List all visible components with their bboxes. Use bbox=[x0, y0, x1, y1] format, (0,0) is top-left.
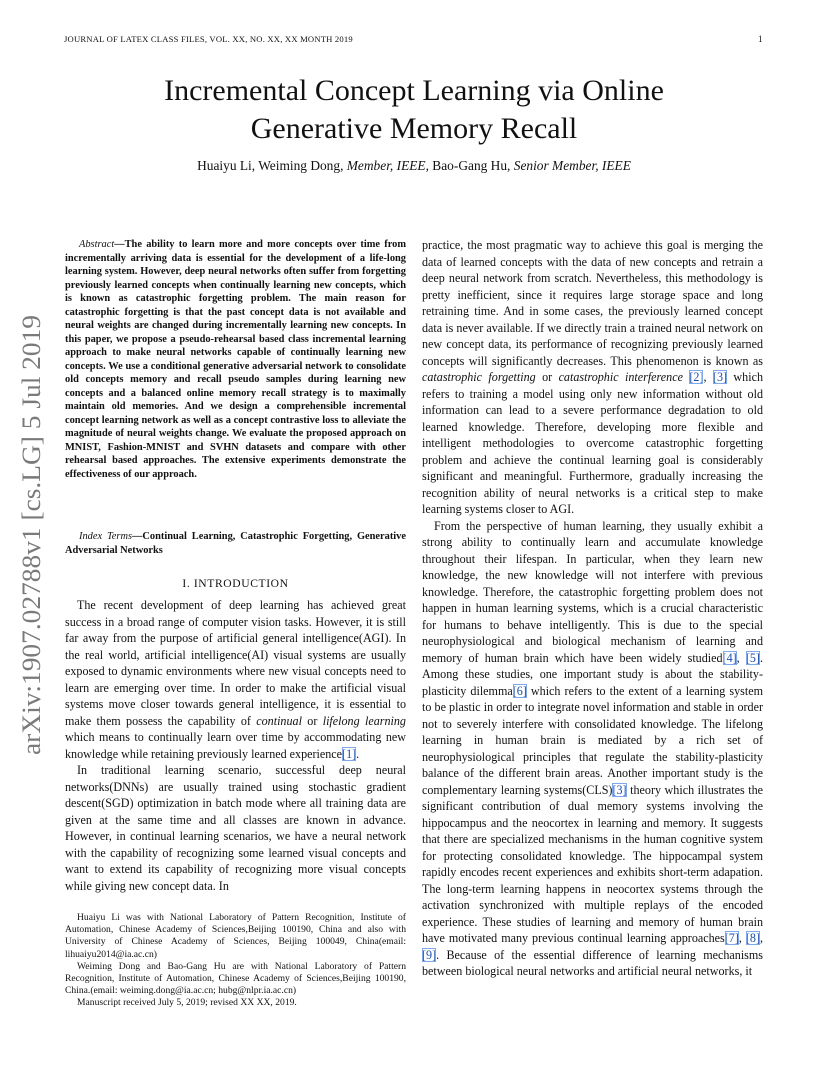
page-number: 1 bbox=[758, 34, 763, 44]
footnote-manuscript-dates: Manuscript received July 5, 2019; revised XX XX, 2019. bbox=[77, 997, 297, 1009]
text-run: , bbox=[738, 931, 746, 945]
right-paragraph-2 bbox=[422, 518, 763, 980]
abstract-text: —The ability to learn more and more concepts over time from incrementally arriving data is essential for the development of a life-long learning system. However, deep neural networks often suffer from forgetting previously learned concepts when continually learning new concepts, which is known as catastrophic forgetting problem. The main reason for catastrophic forgetting is that the past concept data is not available and neural weights are changed during incrementally learning new concepts. In this paper, we propose a pseudo-rehearsal based class incremental learning approach to make neural networks capable of continually learning new concepts. We use a conditional generative adversarial network to consolidate old concepts memory and recall pseudo samples during learning new concepts and a balanced online memory recall strategy is to maximally maintain old memories. And we design a comprehensible incremental concept learning network as well as a concept contrastive loss to alleviate the magnitude of neural weights change. We evaluate the proposed approach on MNIST, Fashion-MNIST and SVHN datasets and compare with other rehearsal based approaches. The extensive experiments demonstrate the effectiveness of our approach. bbox=[65, 239, 406, 480]
abstract-label: Abstract bbox=[79, 239, 115, 250]
citation-link[interactable]: [7] bbox=[724, 931, 739, 945]
text-run: which refers to the extent of a learning system to be plastic in order to integrate novel information and stable in order not to severely interfere with consolidated knowledge. The lifelong learning in human brain is mediated by a rich set of neurophysiological principles that regulate the stability-plasticity balance of the different brain areas. Another important study is the complementary learning systems(CLS) bbox=[422, 683, 763, 797]
text-run: . Among these studies, one important study is about the stability-plasticity dilemma bbox=[422, 650, 763, 698]
text-run: . bbox=[356, 746, 360, 761]
footnotes bbox=[65, 912, 406, 1010]
section-heading: I. INTRODUCTION bbox=[182, 577, 289, 590]
paper-title bbox=[0, 72, 828, 148]
arxiv-stamp-text: arXiv:1907.02788v1 [cs.LG] 5 Jul 2019 bbox=[17, 337, 46, 755]
text-run: which refers to training a model using only new information without old information can lead to a severe performance degradation to old learned knowledge. Therefore, developing more flexible and intelligent methodologies to overcome catastrophic forgetting problem and achieve the continual learning goal is considerably significant and meaningful. Furthermore, gradually increasing the recognition ability of neural networks is a critical step to make learning systems closer to AGI. bbox=[422, 370, 763, 516]
arxiv-stamp bbox=[6, 310, 50, 760]
footnote-affiliation-1: Huaiyu Li was with National Laboratory of Pattern Recognition, Institute of Automation, Chinese Academy of Sciences,Beijing 100190, China and also with University of Chinese Academy of Sciences, Beijing 100049, China(email: lihuaiyu2014@ia.ac.cn) bbox=[65, 912, 406, 960]
emphasis: catastrophic interference bbox=[558, 370, 683, 384]
running-header: JOURNAL OF LATEX CLASS FILES, VOL. XX, NO. XX, XX MONTH 2019 bbox=[64, 34, 353, 44]
text-run: The recent development of deep learning has achieved great success in a broad range of computer vision tasks. However, it is still far away from the purpose of artificial general intelligence(AGI). In the real world, artificial intelligence(AI) visual systems are usually exposed to dynamic environments where new visual concepts need to learn are emerging over time. In order to make the artificial visual systems move closer towards general intelligence, it is essential to make them possess the capability of bbox=[65, 598, 406, 728]
author-member-title: Member, IEEE bbox=[346, 158, 426, 173]
text-run: practice, the most pragmatic way to achieve this goal is merging the data of learned concepts with the data of new concepts and retrain a deep neural network from scratch. Nevertheless, this methodology is pretty inefficient, since it requires large storage space and long retraining time. And in some cases, the previously learned concept data is never available. If we directly train a trained neural network on new concept data, its performance of recognizing previously learned concepts will significantly decreases. This phenomenon is known as bbox=[422, 238, 763, 368]
text-run: . Because of the essential difference of learning mechanisms between biological neural networks and artificial neural networks, it bbox=[422, 947, 763, 978]
citation-link[interactable]: [5] bbox=[745, 650, 760, 665]
emphasis: catastrophic forgetting bbox=[422, 370, 536, 384]
citation-link[interactable]: [4] bbox=[722, 650, 737, 665]
text-run: From the perspective of human learning, they usually exhibit a strong ability to continually learn and accumulate knowledge throughout their lifespan. In particular, when they learn new knowledge, the new knowledge will not interfere with previous knowledge. Therefore, the catastrophic forgetting problem does not happen in human learning systems, which is a crucial characteristic for humans to behave intelligently. This is due to the special neurophysiological and biological mechanism of learning and memory of human brain which have been widely studied bbox=[422, 518, 763, 665]
author-names-1: Huaiyu Li, Weiming Dong, bbox=[197, 158, 347, 173]
intro-paragraph-2: In traditional learning scenario, successful deep neural networks(DNNs) are usually trained using stochastic gradient descent(SGD) optimization in batch mode where all training data are given at the same time and all classes are known in advance. However, in continual learning scenarios, we have a neural network with the capability of recognizing some learned visual concepts and want to extend its capability of recognizing more visual concepts while giving new concept data. In bbox=[65, 763, 406, 893]
citation-link[interactable]: [1] bbox=[342, 746, 357, 761]
intro-right-column bbox=[422, 237, 763, 980]
text-run: which means to continually learn over time by accommodating new knowledge while retaining previously learned experience bbox=[65, 730, 406, 761]
title-line-2: Generative Memory Recall bbox=[250, 112, 578, 145]
abstract bbox=[65, 238, 406, 481]
author-names-2: , Bao-Gang Hu, bbox=[425, 158, 514, 173]
index-terms-label: Index Terms bbox=[79, 531, 133, 542]
text-run: , bbox=[736, 650, 746, 665]
citation-link[interactable]: [6] bbox=[512, 683, 527, 698]
right-paragraph-1 bbox=[422, 237, 763, 518]
text-run: or bbox=[535, 370, 559, 384]
citation-link[interactable]: [9] bbox=[422, 947, 437, 962]
index-terms-text: —Continual Learning, Catastrophic Forgetting, Generative Adversarial Networks bbox=[65, 531, 406, 556]
index-terms bbox=[65, 530, 406, 557]
text-run: theory which illustrates the significant contribution of dual memory systems involving the hippocampus and the neocortex in learning and memory. It suggests that there are specialized mechanisms in the human cognitive system for protecting consolidated knowledge. The hippocampal system rapidly encodes recent experiences and exhibits short-term adapation. The long-term learning happens in neocortex systems through the activation synchronized with multiple replays of the encoded experience. These studies of learning and memory of human brain have motivated many previous continual learning approaches bbox=[422, 782, 763, 945]
citation-link[interactable]: [3] bbox=[712, 370, 728, 384]
citation-link[interactable]: [8] bbox=[745, 931, 760, 945]
title-line-1: Incremental Concept Learning via Online bbox=[164, 74, 664, 107]
text-run: or bbox=[301, 713, 323, 728]
footnote-affiliation-2: Weiming Dong and Bao-Gang Hu are with National Laboratory of Pattern Recognition, Institute of Automation, Chinese Academy of Sciences,Beijing 100190, China.(email: weiming.dong@ia.ac.cn; hubg@nlpr.ia.ac.cn) bbox=[65, 960, 406, 997]
citation-link[interactable]: [2] bbox=[689, 370, 704, 384]
intro-paragraph-1 bbox=[65, 597, 406, 762]
text-run: , bbox=[759, 931, 764, 945]
author-senior-member-title: Senior Member, IEEE bbox=[513, 158, 631, 173]
emphasis: continual bbox=[256, 713, 302, 728]
intro-left-column bbox=[65, 597, 406, 894]
author-list bbox=[0, 158, 828, 174]
citation-link[interactable]: [3] bbox=[612, 782, 627, 797]
text-run: , bbox=[703, 370, 713, 384]
emphasis: lifelong learning bbox=[322, 713, 406, 728]
